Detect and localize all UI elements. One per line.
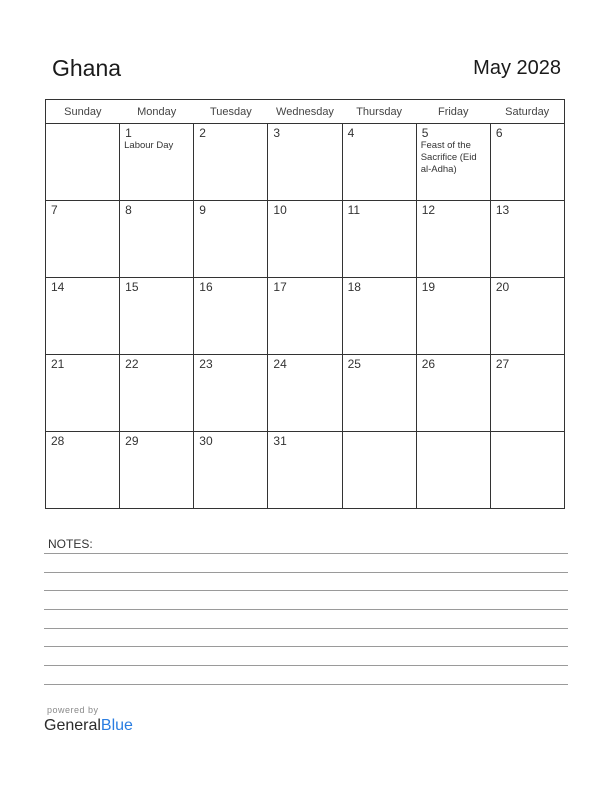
day-number: 17	[273, 280, 287, 294]
weekday-wednesday: Wednesday	[268, 100, 342, 124]
brand-general: General	[44, 717, 101, 734]
day-number: 3	[273, 126, 281, 140]
day-number: 30	[199, 434, 213, 448]
day-number: 13	[495, 203, 510, 217]
weekday-header-row	[46, 100, 565, 124]
week-row	[46, 432, 565, 509]
day-cell[interactable]	[46, 278, 120, 355]
day-cell[interactable]	[268, 201, 342, 278]
day-number: 18	[347, 280, 361, 294]
weekday-friday: Friday	[416, 100, 490, 124]
day-cell[interactable]	[416, 355, 490, 432]
notes-line	[44, 628, 568, 629]
day-number: 20	[495, 280, 510, 294]
day-cell[interactable]	[120, 124, 194, 201]
week-row	[46, 278, 565, 355]
day-cell[interactable]	[120, 278, 194, 355]
day-cell[interactable]	[490, 355, 564, 432]
day-number: 8	[125, 203, 132, 217]
day-cell[interactable]	[416, 124, 490, 201]
day-number: 26	[421, 357, 436, 371]
notes-line	[44, 590, 568, 591]
day-number: 22	[125, 357, 139, 371]
day-cell[interactable]	[194, 124, 268, 201]
day-number: 11	[347, 203, 361, 217]
day-cell[interactable]	[490, 201, 564, 278]
day-number: 19	[421, 280, 436, 294]
day-cell[interactable]	[490, 124, 564, 201]
day-cell[interactable]	[342, 355, 416, 432]
day-number: 6	[495, 126, 503, 140]
day-number: 12	[421, 203, 436, 217]
country-title: Ghana	[52, 55, 122, 81]
day-cell[interactable]	[416, 201, 490, 278]
day-cell[interactable]	[268, 432, 342, 509]
day-cell[interactable]	[268, 124, 342, 201]
day-number: 29	[125, 434, 139, 448]
day-number: 28	[51, 434, 65, 448]
weekday-monday: Monday	[120, 100, 194, 124]
holiday-label: Labour Day	[124, 140, 174, 151]
day-cell[interactable]	[120, 201, 194, 278]
notes-line	[44, 609, 568, 610]
day-number: 4	[347, 126, 355, 140]
day-cell[interactable]	[120, 432, 194, 509]
holiday-label: Feast of the Sacrifice (Eid al-Adha)	[420, 140, 477, 175]
weekday-tuesday: Tuesday	[194, 100, 268, 124]
notes-line	[44, 572, 568, 573]
day-cell[interactable]	[490, 432, 564, 509]
day-cell[interactable]	[416, 278, 490, 355]
day-cell[interactable]	[194, 201, 268, 278]
week-row	[46, 124, 565, 201]
notes-label: NOTES:	[48, 537, 93, 551]
day-cell[interactable]	[268, 278, 342, 355]
weekday-sunday: Sunday	[46, 100, 120, 124]
day-number: 2	[199, 126, 206, 140]
generalblue-logo[interactable]	[44, 717, 133, 735]
day-cell[interactable]	[46, 201, 120, 278]
day-number: 23	[199, 357, 213, 371]
day-cell[interactable]	[194, 355, 268, 432]
day-cell[interactable]	[416, 432, 490, 509]
day-number: 10	[273, 203, 287, 217]
day-cell[interactable]	[46, 355, 120, 432]
day-number: 1	[125, 126, 132, 140]
powered-by-text: powered by	[47, 705, 99, 715]
day-number: 9	[199, 203, 206, 217]
day-number: 21	[51, 357, 65, 371]
day-cell[interactable]	[120, 355, 194, 432]
day-cell[interactable]	[46, 432, 120, 509]
month-title: May 2028	[473, 57, 561, 79]
notes-line	[44, 646, 568, 647]
day-number: 14	[51, 280, 65, 294]
day-number: 27	[495, 357, 510, 371]
day-number: 16	[199, 280, 213, 294]
week-row	[46, 201, 565, 278]
weekday-thursday: Thursday	[342, 100, 416, 124]
day-number: 5	[421, 126, 429, 140]
day-cell[interactable]	[342, 432, 416, 509]
day-cell[interactable]	[268, 355, 342, 432]
day-cell[interactable]	[194, 278, 268, 355]
day-number: 24	[273, 357, 287, 371]
day-cell[interactable]	[490, 278, 564, 355]
day-cell[interactable]	[342, 278, 416, 355]
day-number: 15	[125, 280, 139, 294]
day-number: 31	[273, 434, 287, 448]
day-cell[interactable]	[342, 201, 416, 278]
week-row	[46, 355, 565, 432]
notes-line	[44, 684, 568, 685]
day-number: 7	[51, 203, 58, 217]
brand-blue: Blue	[100, 717, 133, 734]
day-cell[interactable]	[46, 124, 120, 201]
notes-line	[44, 553, 568, 554]
day-cell[interactable]	[342, 124, 416, 201]
day-number: 25	[347, 357, 361, 371]
notes-line	[44, 665, 568, 666]
weekday-saturday: Saturday	[490, 100, 564, 124]
day-cell[interactable]	[194, 432, 268, 509]
calendar-grid	[45, 99, 565, 509]
